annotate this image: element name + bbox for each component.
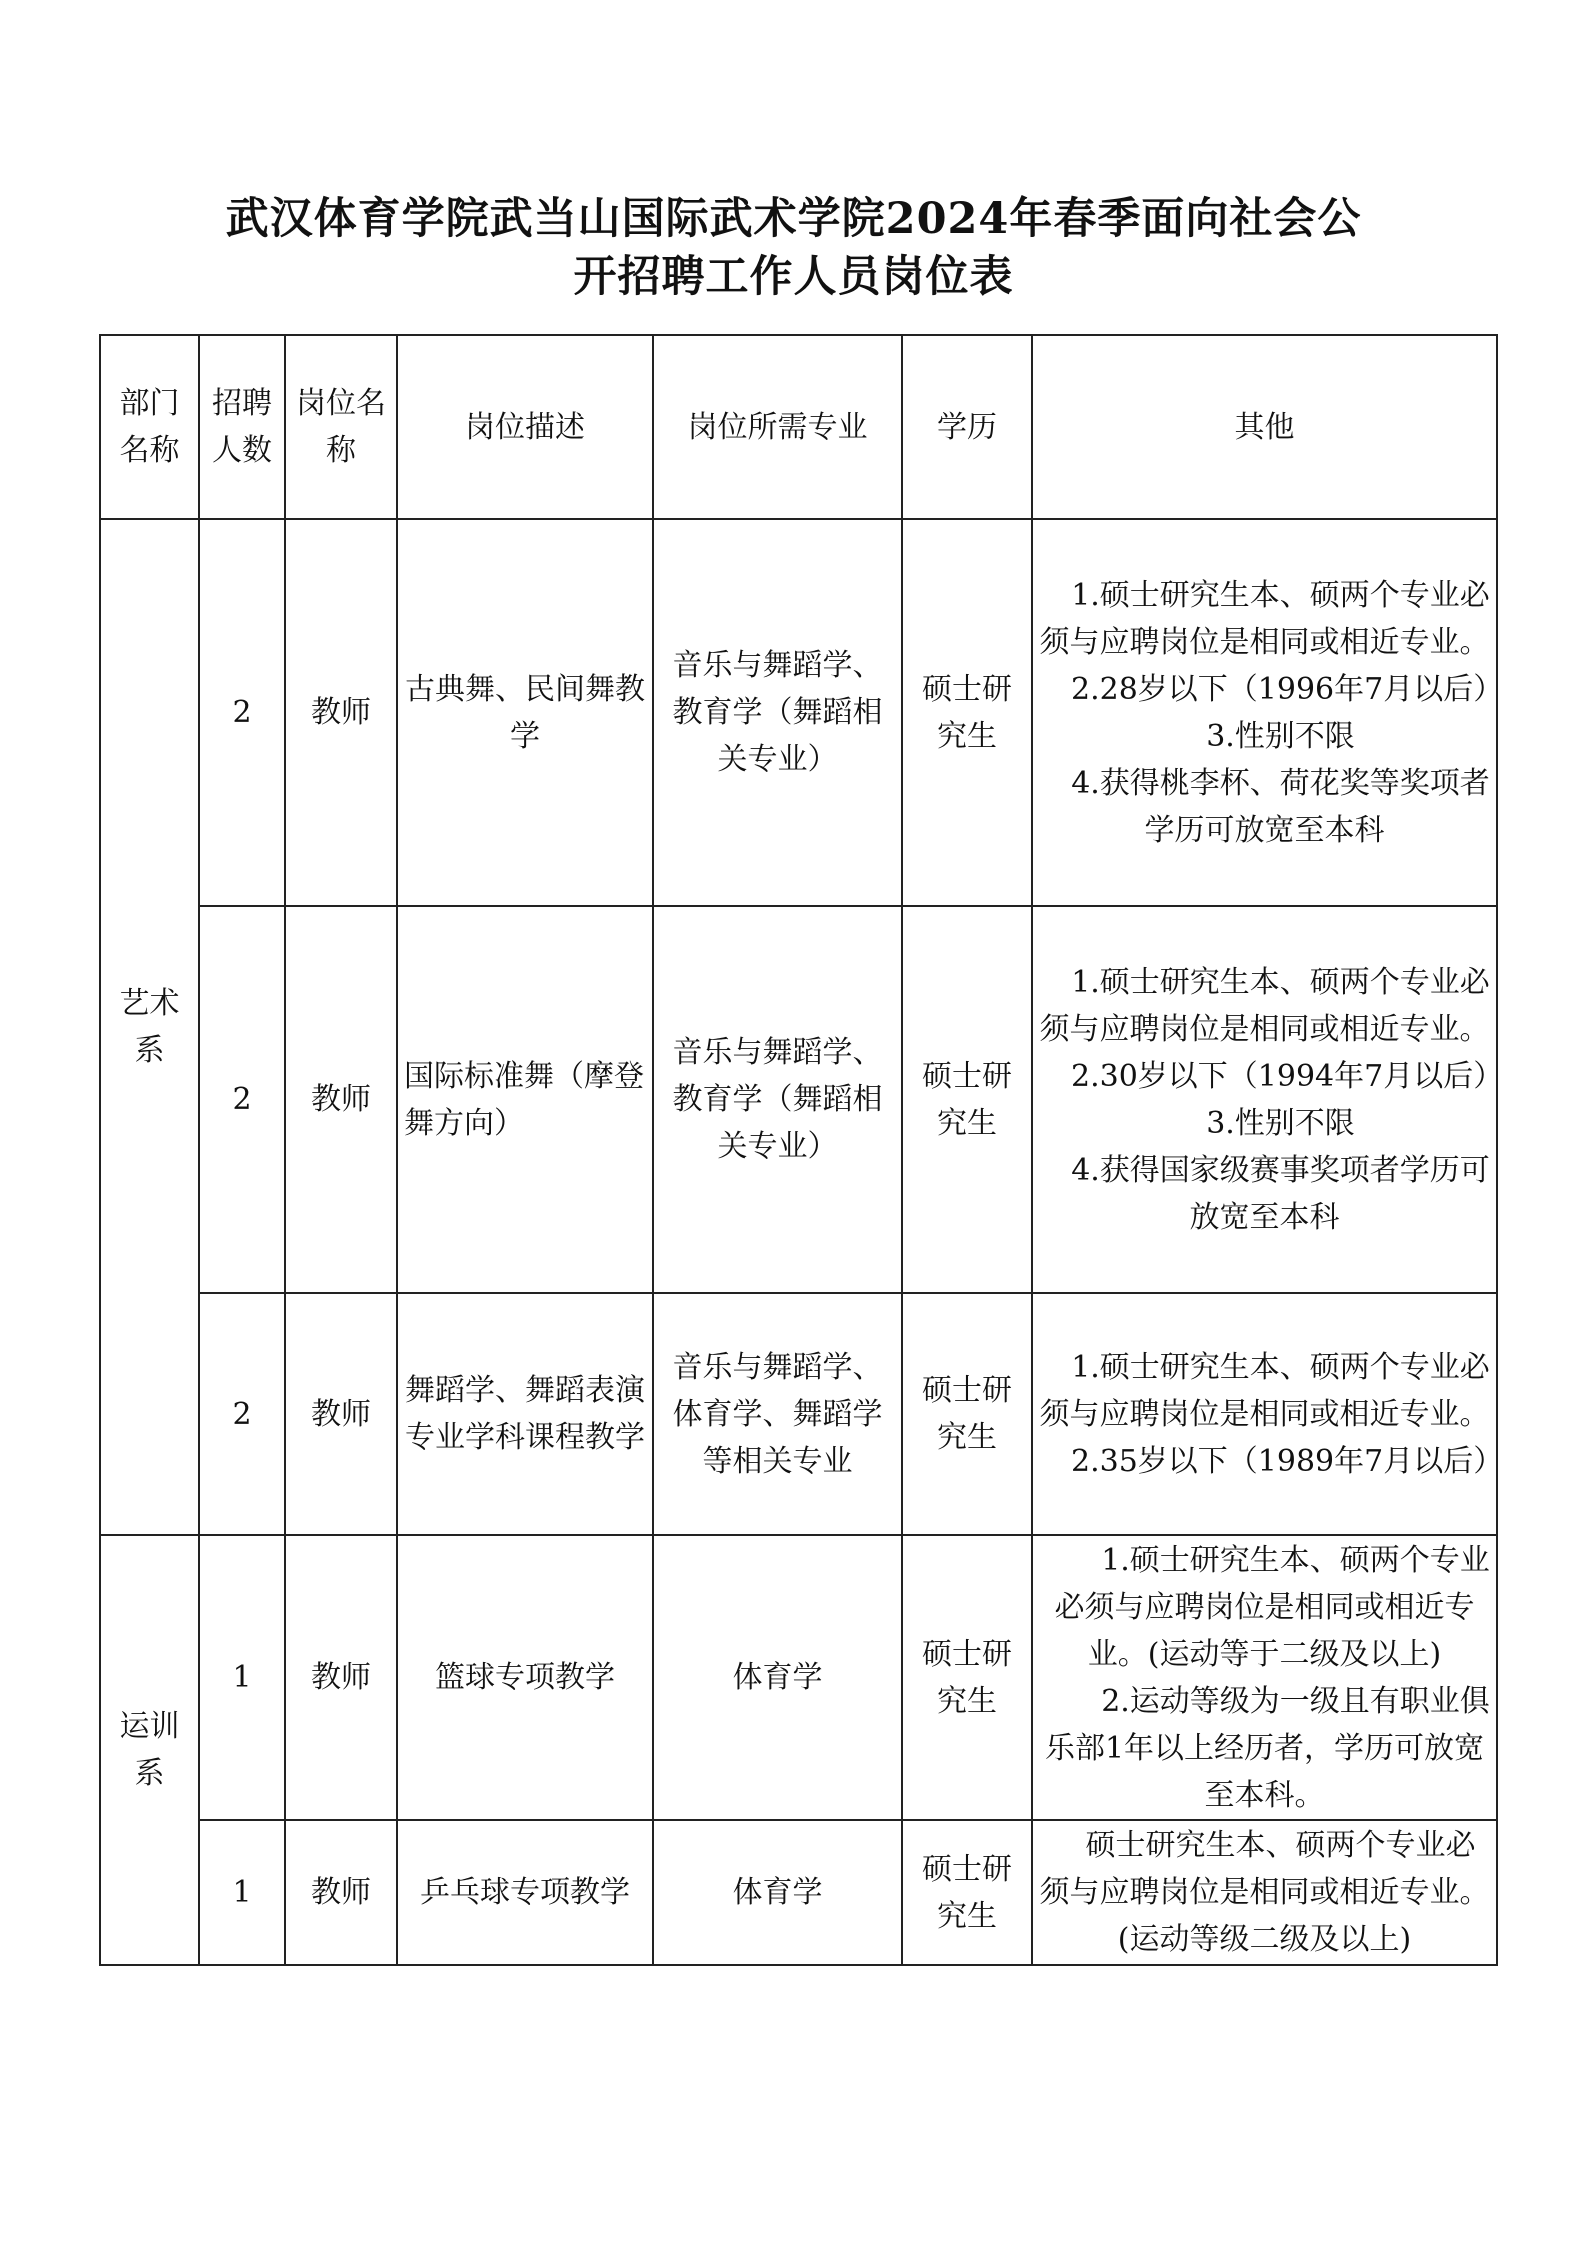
table-row [100, 906, 1497, 1293]
position-cell: 教师 [285, 1293, 397, 1535]
education-cell: 硕士研究生 [902, 1535, 1032, 1820]
table-row [100, 1293, 1497, 1535]
position-cell: 教师 [285, 519, 397, 906]
requirement-item: 1.硕士研究生本、硕两个专业必须与应聘岗位是相同或相近专业。 [1039, 964, 1490, 1047]
other-requirements-cell [1032, 519, 1504, 906]
education-cell: 硕士研究生 [902, 1820, 1032, 1965]
title-line-2: 开招聘工作人员岗位表 [573, 252, 1014, 302]
education-cell: 硕士研究生 [902, 1293, 1032, 1535]
requirement-item: 1.硕士研究生本、硕两个专业必须与应聘岗位是相同或相近专业。 [1039, 577, 1490, 660]
position-cell: 教师 [285, 1820, 397, 1965]
requirement-item: 1.硕士研究生本、硕两个专业必须与应聘岗位是相同或相近专业。(运动等于二级及以上) [1054, 1542, 1490, 1672]
requirement-item: 2.35岁以下（1989年7月以后） [1071, 1443, 1504, 1479]
description-cell: 国际标准舞（摩登舞方向） [397, 906, 653, 1293]
header-other: 其他 [1032, 335, 1497, 519]
department-cell-art: 艺术系 [100, 519, 199, 1535]
other-requirements-cell [1032, 906, 1504, 1293]
major-cell: 音乐与舞蹈学、教育学（舞蹈相关专业） [653, 519, 902, 906]
major-cell: 音乐与舞蹈学、体育学、舞蹈学等相关专业 [653, 1293, 902, 1535]
count-cell: 2 [199, 906, 285, 1293]
description-cell: 乒乓球专项教学 [397, 1820, 653, 1965]
requirement-item: 3.性别不限 [1206, 718, 1355, 754]
education-cell: 硕士研究生 [902, 519, 1032, 906]
requirement-item: 2.30岁以下（1994年7月以后） [1071, 1058, 1504, 1094]
position-cell: 教师 [285, 906, 397, 1293]
requirement-item: 3.性别不限 [1206, 1105, 1355, 1141]
requirement-item: 1.硕士研究生本、硕两个专业必须与应聘岗位是相同或相近专业。 [1039, 1349, 1490, 1432]
major-cell: 音乐与舞蹈学、教育学（舞蹈相关专业） [653, 906, 902, 1293]
major-cell: 体育学 [653, 1820, 902, 1965]
description-cell: 篮球专项教学 [397, 1535, 653, 1820]
table-row [100, 1820, 1497, 1965]
requirement-item: 2.运动等级为一级且有职业俱乐部1年以上经历者，学历可放宽至本科。 [1044, 1683, 1490, 1813]
requirement-item: 硕士研究生本、硕两个专业必须与应聘岗位是相同或相近专业。(运动等级二级及以上) [1039, 1828, 1490, 1957]
count-cell: 2 [199, 1293, 285, 1535]
other-requirements-cell [1032, 1820, 1497, 1965]
description-cell: 古典舞、民间舞教学 [397, 519, 653, 906]
other-requirements-cell [1032, 1293, 1504, 1535]
header-description: 岗位描述 [397, 335, 653, 519]
education-cell: 硕士研究生 [902, 906, 1032, 1293]
table-row [100, 519, 1497, 906]
title-line-1: 武汉体育学院武当山国际武术学院2024年春季面向社会公 [225, 194, 1362, 244]
position-cell: 教师 [285, 1535, 397, 1820]
header-major: 岗位所需专业 [653, 335, 902, 519]
count-cell: 2 [199, 519, 285, 906]
requirement-item: 4.获得桃李杯、荷花奖等奖项者学历可放宽至本科 [1071, 765, 1490, 848]
page-title [0, 190, 1587, 306]
description-cell: 舞蹈学、舞蹈表演专业学科课程教学 [397, 1293, 653, 1535]
table-header-row [100, 335, 1497, 519]
count-cell: 1 [199, 1535, 285, 1820]
table-row [100, 1535, 1497, 1820]
header-count: 招聘人数 [199, 335, 285, 519]
requirement-item: 4.获得国家级赛事奖项者学历可放宽至本科 [1071, 1152, 1490, 1235]
count-cell: 1 [199, 1820, 285, 1965]
positions-table [99, 334, 1504, 1966]
major-cell: 体育学 [653, 1535, 902, 1820]
other-requirements-cell [1032, 1535, 1497, 1820]
department-cell-training: 运训系 [100, 1535, 199, 1965]
header-position: 岗位名称 [285, 335, 397, 519]
requirement-item: 2.28岁以下（1996年7月以后） [1071, 671, 1504, 707]
header-department: 部门名称 [100, 335, 199, 519]
header-education: 学历 [902, 335, 1032, 519]
